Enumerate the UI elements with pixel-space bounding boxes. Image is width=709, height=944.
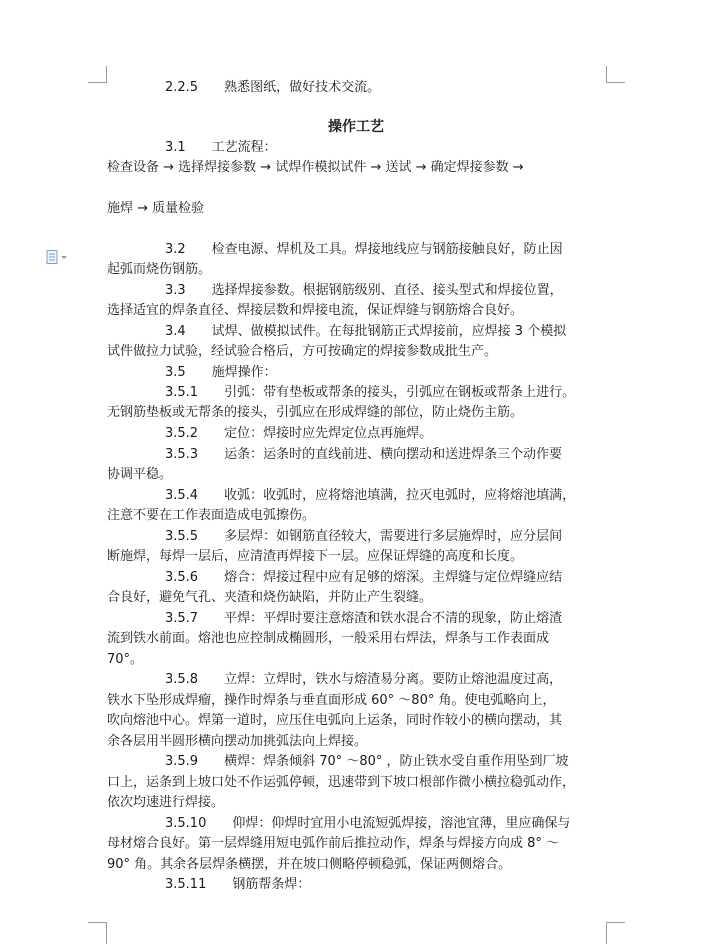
text-line: 3.5.1 引弧：带有垫板或帮条的接头，引弧应在钢板或帮条上进行。 xyxy=(165,385,576,400)
text-line: 起弧而烧伤钢筋。 xyxy=(107,262,212,277)
text-line: 流到铁水前面。熔池也应控制成椭圆形，一般采用右焊法，焊条与工作表面成 xyxy=(107,631,550,646)
text-line: 3.5.6 熔合：焊接过程中应有足够的熔深。主焊缝与定位焊缝应结 xyxy=(165,570,563,585)
text-line: 无钢筋垫板或无帮条的接头，引弧应在形成焊缝的部位，防止烧伤主筋。 xyxy=(107,405,524,420)
text-line: 合良好，避免气孔、夹渣和烧伤缺陷，并防止产生裂缝。 xyxy=(107,590,433,605)
text-line: 3.5.7 平焊：平焊时要注意熔渣和铁水混合不清的现象，防止熔渣 xyxy=(165,611,563,626)
text-line: 2.2.5 熟悉图纸，做好技术交流。 xyxy=(165,80,381,95)
text-line: 断施焊，每焊一层后，应清渣再焊接下一层。应保证焊缝的高度和长度。 xyxy=(107,549,524,564)
text-line: 70°。 xyxy=(107,652,144,667)
paragraph-menu-icon[interactable] xyxy=(46,250,70,264)
crop-mark-bottom-left xyxy=(88,922,107,944)
text-line: 3.5.11 钢筋帮条焊： xyxy=(165,877,311,892)
text-line: 3.5.4 收弧：收弧时，应将熔池填满，拉灭电弧时，应将熔池填满， xyxy=(165,488,576,503)
crop-mark-bottom-right xyxy=(606,922,625,944)
text-line: 检查设备 → 选择焊接参数 → 试焊作模拟试件 → 送试 → 确定焊接参数 → xyxy=(107,160,524,175)
text-line: 施焊 → 质量检验 xyxy=(107,201,205,216)
text-line: 3.3 选择焊接参数。根据钢筋级别、直径、接头型式和焊接位置， xyxy=(165,283,563,298)
text-line: 口上，运条到上坡口处不作运弧停顿，迅速带到下坡口根部作微小横拉稳弧动作， xyxy=(107,775,576,790)
text-line: 3.4 试焊、做模拟试件。在每批钢筋正式焊接前，应焊接 3 个模拟 xyxy=(165,324,567,339)
text-line: 90° 角。其余各层焊条横摆，并在坡口侧略停顿稳弧，保证两侧熔合。 xyxy=(107,857,512,872)
text-line: 试件做拉力试验，经试验合格后，方可按确定的焊接参数成批生产。 xyxy=(107,344,498,359)
text-line: 注意不要在工作表面造成电弧擦伤。 xyxy=(107,508,316,523)
text-line: 3.1 工艺流程： xyxy=(165,140,277,155)
text-line: 余各层用半圆形横向摆动加挑弧法向上焊接。 xyxy=(107,734,368,749)
text-line: 吹向熔池中心。焊第一道时，应压住电弧向上运条，同时作较小的横向摆动，其 xyxy=(107,713,563,728)
text-line: 3.5.9 横焊：焊条倾斜 70° ～80° ，防止铁水受自重作用坠到厂坡 xyxy=(165,754,569,769)
text-line: 协调平稳。 xyxy=(107,467,173,482)
text-line: 3.2 检查电源、焊机及工具。焊接地线应与钢筋接触良好，防止因 xyxy=(165,242,563,257)
text-line: 母材熔合良好。第一层焊缝用短电弧作前后推拉动作，焊条与焊接方向成 8° ～ xyxy=(107,836,560,851)
text-line: 选择适宜的焊条直径、焊接层数和焊接电流，保证焊缝与钢筋熔合良好。 xyxy=(107,303,524,318)
text-line: 3.5 施焊操作： xyxy=(165,365,277,380)
text-line: 3.5.10 仰焊：仰焊时宜用小电流短弧焊接，溶池宜薄，里应确保与 xyxy=(165,816,571,831)
text-line: 依次均速进行焊接。 xyxy=(107,795,225,810)
section-title: 操作工艺 xyxy=(328,119,384,135)
crop-mark-top-left xyxy=(88,66,107,83)
text-line: 3.5.5 多层焊：如钢筋直径较大，需要进行多层施焊时，应分层间 xyxy=(165,529,563,544)
text-line: 3.5.3 运条：运条时的直线前进、横向摆动和送进焊条三个动作要 xyxy=(165,447,563,462)
text-line: 3.5.2 定位：焊接时应先焊定位点再施焊。 xyxy=(165,426,433,441)
text-line: 3.5.8 立焊：立焊时，铁水与熔渣易分离。要防止熔池温度过高， xyxy=(165,672,563,687)
text-line: 铁水下坠形成焊瘤，操作时焊条与垂直面形成 60° ～80° 角。使电弧略向上， xyxy=(107,693,556,708)
